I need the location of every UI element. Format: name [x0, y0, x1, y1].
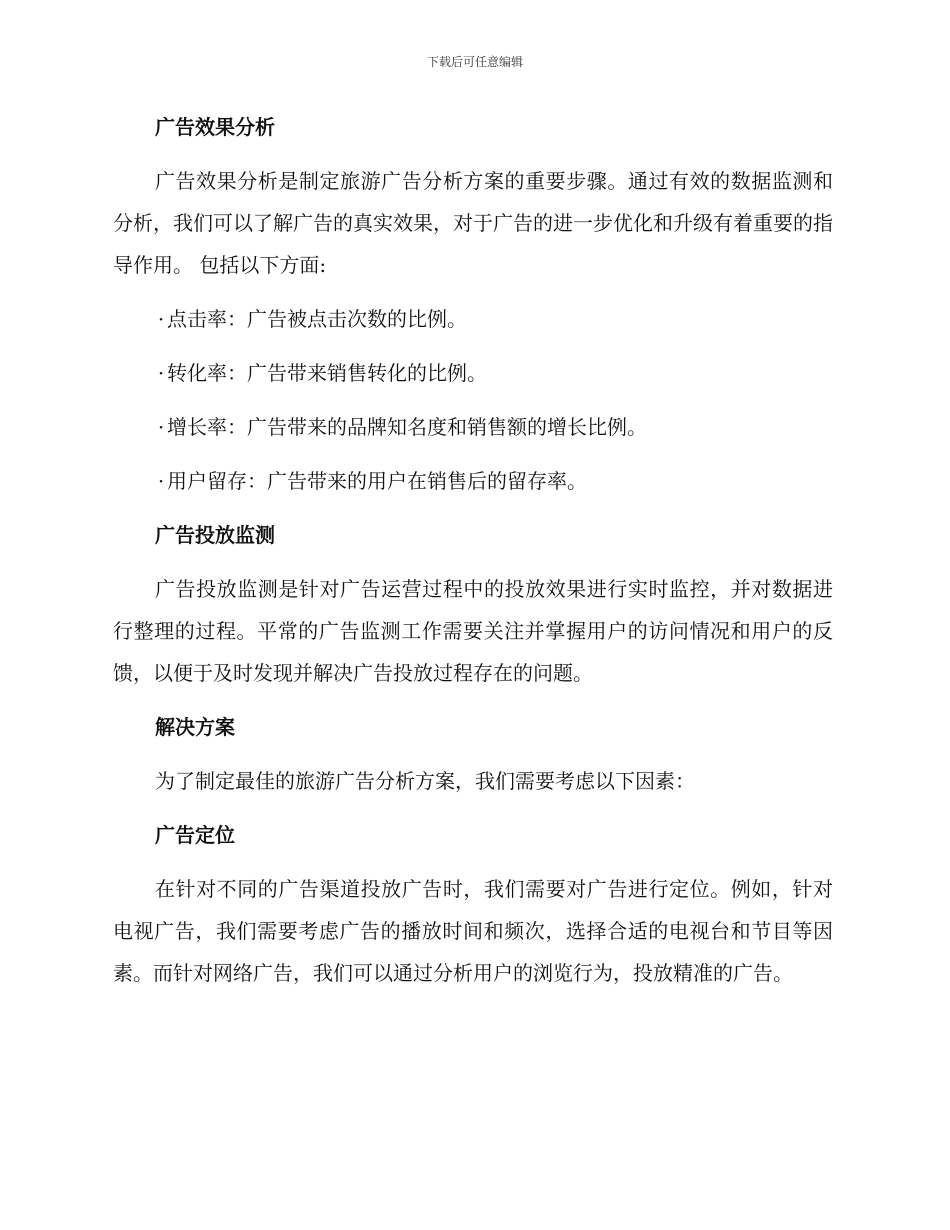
page-header: 下载后可任意编辑: [426, 55, 523, 69]
metrics-bullet-list: [113, 298, 833, 502]
section-heading-ad-positioning: 广告定位: [155, 823, 235, 847]
bullet-text: 点击率：广告被点击次数的比例。: [167, 307, 467, 331]
section-paragraph-solution: 为了制定最佳的旅游广告分析方案，我们需要考虑以下因素：: [155, 769, 695, 793]
bullet-dot-icon: ·: [157, 361, 165, 385]
bullet-dot-icon: ·: [157, 469, 165, 493]
bullet-text: 转化率：广告带来销售转化的比例。: [167, 361, 487, 385]
section-paragraph-ad-positioning: 在针对不同的广告渠道投放广告时，我们需要对广告进行定位。例如，针对电视广告，我们需要考虑广告的播放时间和频次，选择合适的电视台和节目等因素。而针对网络广告，我们可以通过分析用户的浏览行为，投放精准的广告。: [113, 877, 833, 985]
section-paragraph-ad-monitoring: 广告投放监测是针对广告运营过程中的投放效果进行实时监控，并对数据进行整理的过程。平常的广告监测工作需要关注并掌握用户的访问情况和用户的反馈，以便于及时发现并解决广告投放过程存在的问题。: [113, 577, 833, 685]
section-heading-solution: 解决方案: [155, 715, 235, 739]
bullet-item-click-rate: [113, 298, 833, 340]
document-body: [113, 106, 833, 1006]
section-heading-ad-effect: 广告效果分析: [155, 115, 275, 139]
bullet-text: 用户留存：广告带来的用户在销售后的留存率。: [167, 469, 587, 493]
bullet-item-user-retention: [113, 460, 833, 502]
bullet-dot-icon: ·: [157, 415, 165, 439]
bullet-item-growth-rate: [113, 406, 833, 448]
bullet-text: 增长率：广告带来的品牌知名度和销售额的增长比例。: [167, 415, 647, 439]
section-paragraph-ad-effect: 广告效果分析是制定旅游广告分析方案的重要步骤。通过有效的数据监测和分析，我们可以了解广告的真实效果，对于广告的进一步优化和升级有着重要的指导作用。 包括以下方面:: [113, 169, 833, 277]
bullet-item-conversion-rate: [113, 352, 833, 394]
bullet-dot-icon: ·: [157, 307, 165, 331]
section-heading-ad-monitoring: 广告投放监测: [155, 523, 275, 547]
